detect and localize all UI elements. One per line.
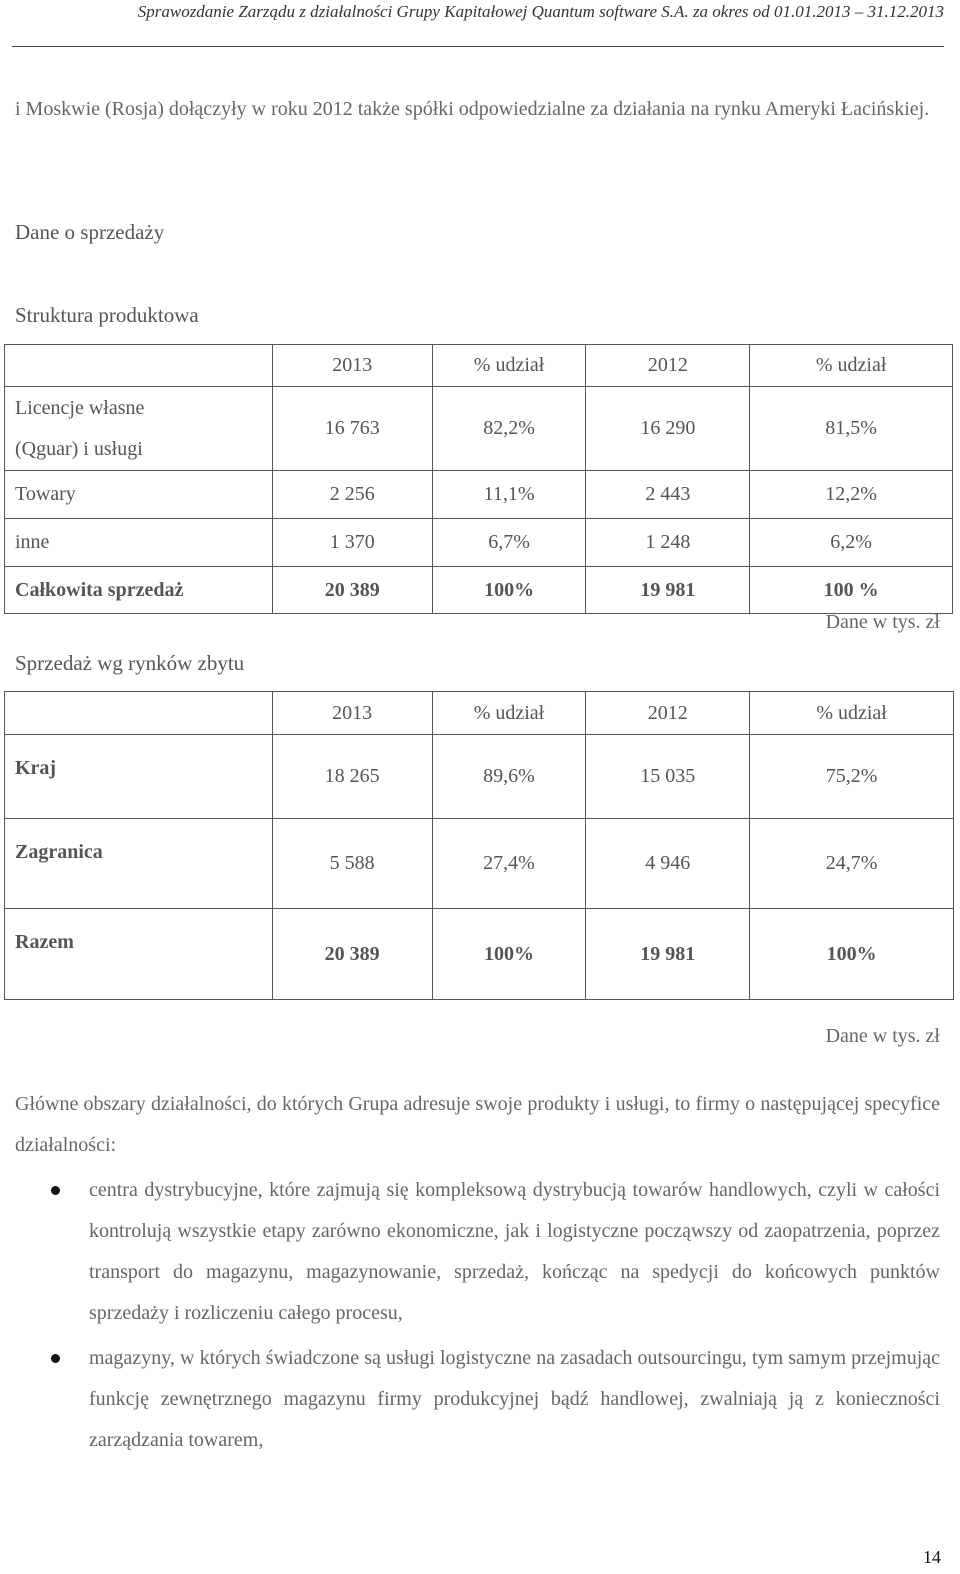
- value-2013: 5 588: [272, 819, 432, 909]
- row-label: Kraj: [5, 735, 273, 819]
- unit-note: Dane w tys. zł: [825, 1025, 940, 1047]
- value-2012: 15 035: [586, 735, 750, 819]
- product-structure-table: [4, 344, 953, 614]
- table-header-cell: % udział: [432, 692, 586, 735]
- table-row: [5, 387, 953, 471]
- table-total-row: [5, 567, 953, 614]
- value-2012: 1 248: [586, 519, 750, 567]
- table-row: [5, 819, 954, 909]
- row-label: Zagranica: [5, 819, 273, 909]
- share-2013: 11,1%: [432, 471, 586, 519]
- value-2012: 19 981: [586, 567, 750, 614]
- page-header: [12, 0, 944, 47]
- header-title: Sprawozdanie Zarządu z działalności Grupy Kapitałowej Quantum software S.A. za okres od 01.01.2013 – 31.12.2013: [137, 2, 944, 21]
- table-row: [5, 735, 954, 819]
- table-header-row: [5, 345, 953, 387]
- list-item: [89, 1338, 940, 1461]
- share-2012: 6,2%: [750, 519, 953, 567]
- share-2013: 6,7%: [432, 519, 586, 567]
- share-2013: 100%: [432, 909, 586, 1000]
- market-structure-title: Sprzedaż wg rynków zbytu: [15, 651, 245, 675]
- activities-paragraph: Główne obszary działalności, do których Grupa adresuje swoje produkty i usługi, to firmy o następującej specyfice działalności:: [15, 1093, 940, 1156]
- page-number: 14: [923, 1547, 941, 1567]
- table-row: [5, 519, 953, 567]
- share-2012: 75,2%: [750, 735, 954, 819]
- row-label: Całkowita sprzedaż: [5, 567, 273, 614]
- share-2012: 24,7%: [750, 819, 954, 909]
- row-label: inne: [5, 519, 273, 567]
- share-2012: 100%: [750, 909, 954, 1000]
- share-2013: 27,4%: [432, 819, 586, 909]
- market-structure-table: [4, 691, 954, 1000]
- list-item-text: magazyny, w których świadczone są usługi logistyczne na zasadach outsourcingu, tym samym przejmując funkcję zewnętrznego magazynu firmy produkcyjnej bądź handlowej, zwalniają ją z konieczności zarządzania towarem,: [89, 1347, 940, 1451]
- row-label: Razem: [5, 909, 273, 1000]
- share-2012: 100 %: [750, 567, 953, 614]
- bullet-icon: [51, 1354, 60, 1363]
- unit-note: Dane w tys. zł: [825, 611, 940, 633]
- section-title: Dane o sprzedaży: [15, 220, 165, 244]
- value-2013: 1 370: [272, 519, 432, 567]
- table-header-cell: 2012: [586, 692, 750, 735]
- table-header-cell: % udział: [750, 345, 953, 387]
- list-item-text: centra dystrybucyjne, które zajmują się kompleksową dystrybucją towarów handlowych, czyli w całości kontrolują wszystkie etapy zarówno ekonomiczne, jak i logistyczne począwszy od zaopatrzenia, poprzez transport do magazynu, magazynowanie, sprzedaż, kończąc na spedycji do końcowych punktów sprzedaży i rozliczeniu całego procesu,: [89, 1179, 940, 1324]
- share-2013: 82,2%: [432, 387, 586, 471]
- table-header-cell: 2012: [586, 345, 750, 387]
- product-structure-title: Struktura produktowa: [15, 303, 199, 327]
- share-2012: 12,2%: [750, 471, 953, 519]
- table-header-row: [5, 692, 954, 735]
- table-header-cell: 2013: [272, 345, 432, 387]
- table-header-cell: [5, 692, 273, 735]
- table-header-cell: 2013: [272, 692, 432, 735]
- share-2013: 100%: [432, 567, 586, 614]
- list-item: [89, 1170, 940, 1334]
- table-row: [5, 471, 953, 519]
- table-header-cell: % udział: [432, 345, 586, 387]
- share-2013: 89,6%: [432, 735, 586, 819]
- share-2012: 81,5%: [750, 387, 953, 471]
- intro-paragraph: i Moskwie (Rosja) dołączyły w roku 2012 także spółki odpowiedzialne za działania na rynku Ameryki Łacińskiej.: [15, 98, 930, 120]
- activity-list: [0, 1170, 960, 1465]
- value-2013: 2 256: [272, 471, 432, 519]
- value-2013: 20 389: [272, 567, 432, 614]
- value-2013: 20 389: [272, 909, 432, 1000]
- value-2012: 16 290: [586, 387, 750, 471]
- row-label: [5, 387, 273, 471]
- row-label: Towary: [5, 471, 273, 519]
- value-2013: 16 763: [272, 387, 432, 471]
- row-label-text: Licencje własne (Qguar) i usługi: [15, 396, 145, 460]
- table-header-cell: [5, 345, 273, 387]
- table-total-row: [5, 909, 954, 1000]
- bullet-icon: [51, 1186, 60, 1195]
- value-2013: 18 265: [272, 735, 432, 819]
- table-header-cell: % udział: [750, 692, 954, 735]
- value-2012: 4 946: [586, 819, 750, 909]
- value-2012: 19 981: [586, 909, 750, 1000]
- value-2012: 2 443: [586, 471, 750, 519]
